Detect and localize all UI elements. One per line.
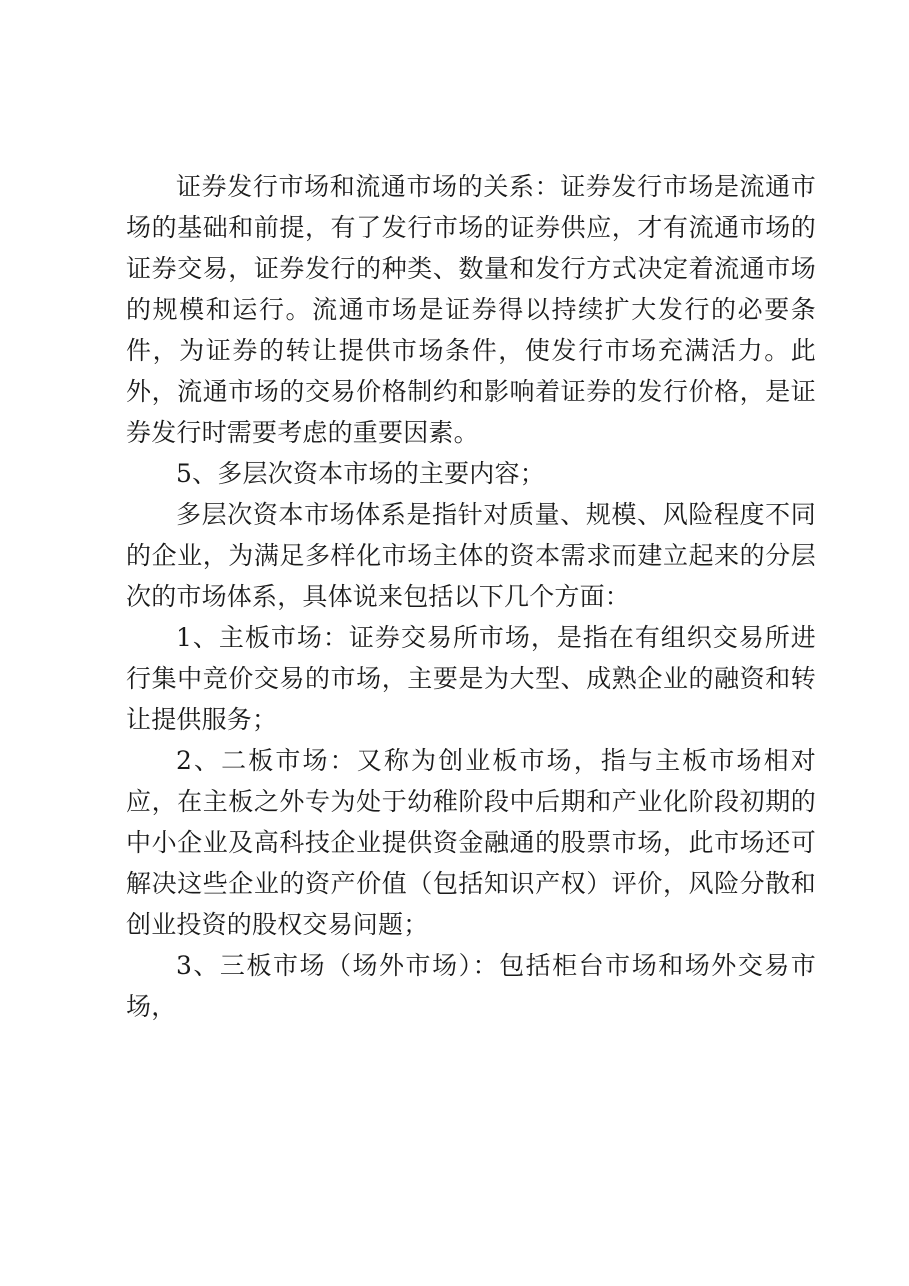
paragraph-second-board: 2、二板市场：又称为创业板市场，指与主板市场相对应，在主板之外专为处于幼稚阶段中后期和产业化阶段初期的中小企业及高科技企业提供资金融通的股票市场，此市场还可解决这些企业的资产价值（包括知识产权）评价，风险分散和创业投资的股权交易问题； <box>126 746 816 939</box>
paragraph-main-board: 1、主板市场：证券交易所市场，是指在有组织交易所进行集中竞价交易的市场，主要是为大型、成熟企业的融资和转让提供服务； <box>126 623 816 734</box>
document-body <box>126 166 816 1027</box>
paragraph-heading-multilevel-capital-market: 5、多层次资本市场的主要内容； <box>176 459 545 488</box>
paragraph-issuance-circulation-relationship: 证券发行市场和流通市场的关系：证券发行市场是流通市场的基础和前提，有了发行市场的证券供应，才有流通市场的证券交易，证券发行的种类、数量和发行方式决定着流通市场的规模和运行。流通市场是证券得以持续扩大发行的必要条件，为证券的转让提供市场条件，使发行市场充满活力。此外，流通市场的交易价格制约和影响着证券的发行价格，是证券发行时需要考虑的重要因素。 <box>126 172 816 447</box>
paragraph-third-board: 3、三板市场（场外市场）：包括柜台市场和场外交易市场， <box>126 951 816 1021</box>
paragraph-multilevel-system-definition: 多层次资本市场体系是指针对质量、规模、风险程度不同的企业，为满足多样化市场主体的资本需求而建立起来的分层次的市场体系，具体说来包括以下几个方面： <box>126 500 816 611</box>
